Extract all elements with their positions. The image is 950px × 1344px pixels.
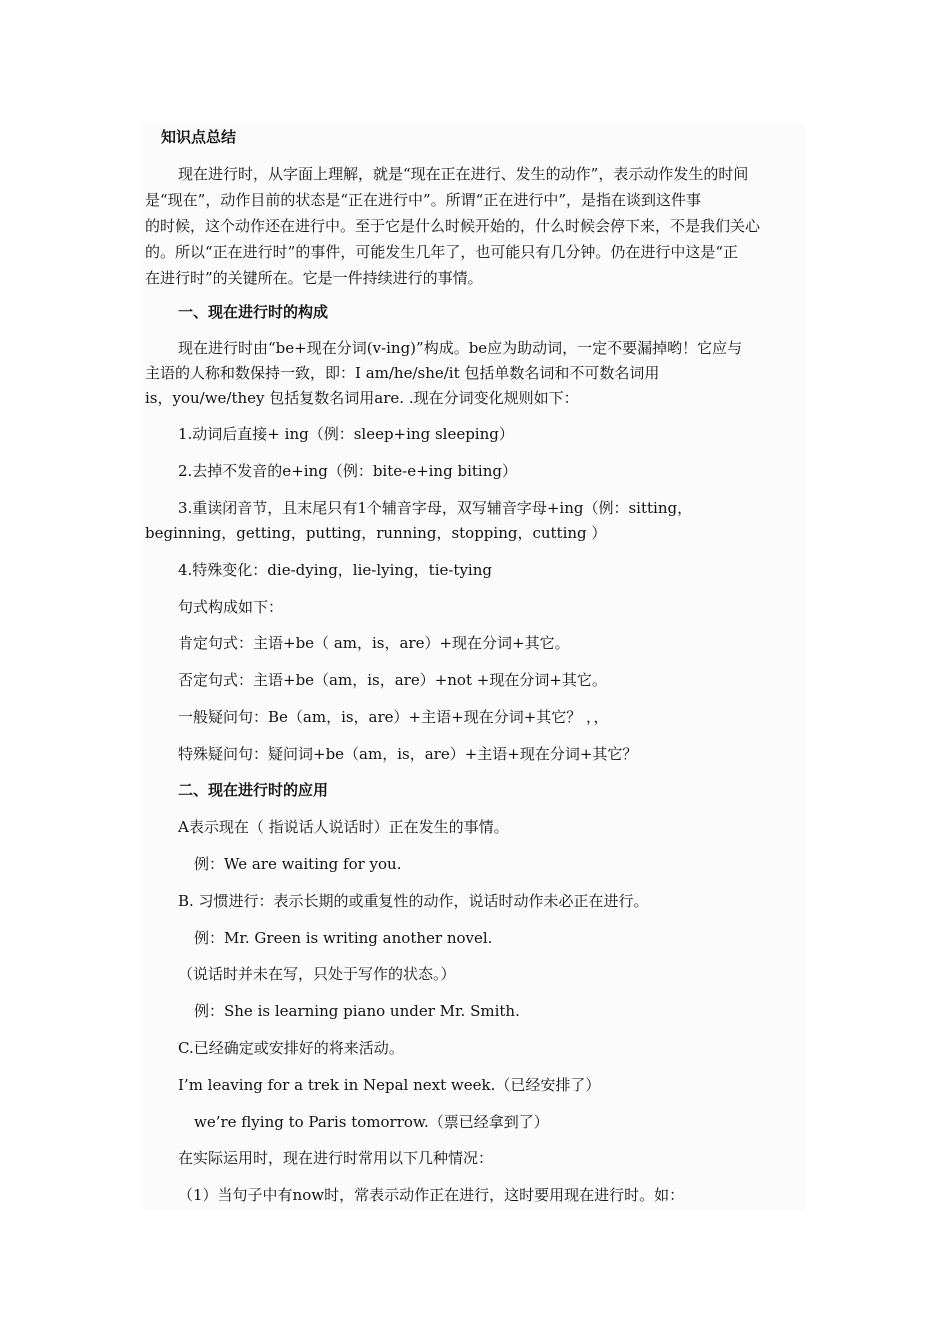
- rule-2: 2.去掉不发音的e+ing（例：bite-e+ing biting）: [178, 462, 517, 480]
- usage-1: （1）当句子中有now时，常表示动作正在进行，这时要用现在进行时。如：: [178, 1186, 685, 1204]
- rule-4: 4.特殊变化：die-dying，lie-lying，tie-tying: [178, 561, 492, 579]
- intro-line-5: 在进行时”的关键所在。它是一件持续进行的事情。: [145, 269, 483, 287]
- section1-heading: 一、现在进行时的构成: [178, 303, 329, 321]
- intro-line-4: 的。所以“正在进行时”的事件，可能发生几年了，也可能只有几分钟。仍在进行中这是“正: [145, 243, 739, 261]
- document-title: 知识点总结: [161, 128, 237, 146]
- use-b-note: （说话时并未在写，只处于写作的状态。）: [178, 965, 456, 983]
- intro-line-1: 现在进行时，从字面上理解，就是“现在正在进行、发生的动作”，表示动作发生的时间: [178, 165, 749, 183]
- negative-form: 否定句式：主语+be（am，is，are）+not +现在分词+其它。: [178, 671, 607, 689]
- use-c: C.已经确定或安排好的将来活动。: [178, 1039, 404, 1057]
- use-b-example-2: 例：She is learning piano under Mr. Smith.: [194, 1002, 520, 1020]
- section1-line-3: is，you/we/they 包括复数名词用are. .现在分词变化规则如下：: [145, 389, 579, 407]
- intro-line-2: 是“现在”，动作目前的状态是“正在进行中”。所谓“正在进行中”，是指在谈到这件事: [145, 191, 702, 209]
- use-a: A表示现在（ 指说话人说话时）正在发生的事情。: [178, 818, 509, 836]
- general-question-form: 一般疑问句：Be（am，is，are）+主语+现在分词+其它？ ，，: [178, 708, 609, 726]
- use-b-example-1: 例：Mr. Green is writing another novel.: [194, 929, 493, 947]
- intro-line-3: 的时候，这个动作还在进行中。至于它是什么时候开始的，什么时候会停下来，不是我们关心: [145, 217, 761, 235]
- affirmative-form: 肯定句式：主语+be（ am，is，are）+现在分词+其它。: [178, 634, 570, 652]
- use-c-example-1: I’m leaving for a trek in Nepal next week.（已经安排了）: [178, 1076, 601, 1094]
- rule-3-line-2: beginning，getting，putting，running，stopping，cutting ）: [145, 524, 607, 542]
- rule-1: 1.动词后直接+ ing（例：sleep+ing sleeping）: [178, 425, 514, 443]
- section2-heading: 二、现在进行时的应用: [178, 781, 329, 799]
- use-a-example: 例：We are waiting for you.: [194, 855, 402, 873]
- sentence-intro: 句式构成如下：: [178, 598, 284, 616]
- use-c-example-2: we’re flying to Paris tomorrow.（票已经拿到了）: [194, 1113, 549, 1131]
- rule-3-line-1: 3.重读闭音节，且末尾只有1个辅音字母，双写辅音字母+ing（例：sitting，: [178, 499, 693, 517]
- document-page: [143, 122, 806, 1210]
- usage-intro: 在实际运用时，现在进行时常用以下几种情况：: [178, 1149, 494, 1167]
- use-b: B. 习惯进行：表示长期的或重复性的动作，说话时动作未必正在进行。: [178, 892, 649, 910]
- section1-line-2: 主语的人称和数保持一致，即：I am/he/she/it 包括单数名词和不可数名词用: [145, 364, 660, 382]
- section1-line-1: 现在进行时由“be+现在分词(v-ing)”构成。be应为助动词，一定不要漏掉哟！它应与: [178, 339, 743, 357]
- special-question-form: 特殊疑问句：疑问词+be（am，is，are）+主语+现在分词+其它？: [178, 745, 638, 763]
